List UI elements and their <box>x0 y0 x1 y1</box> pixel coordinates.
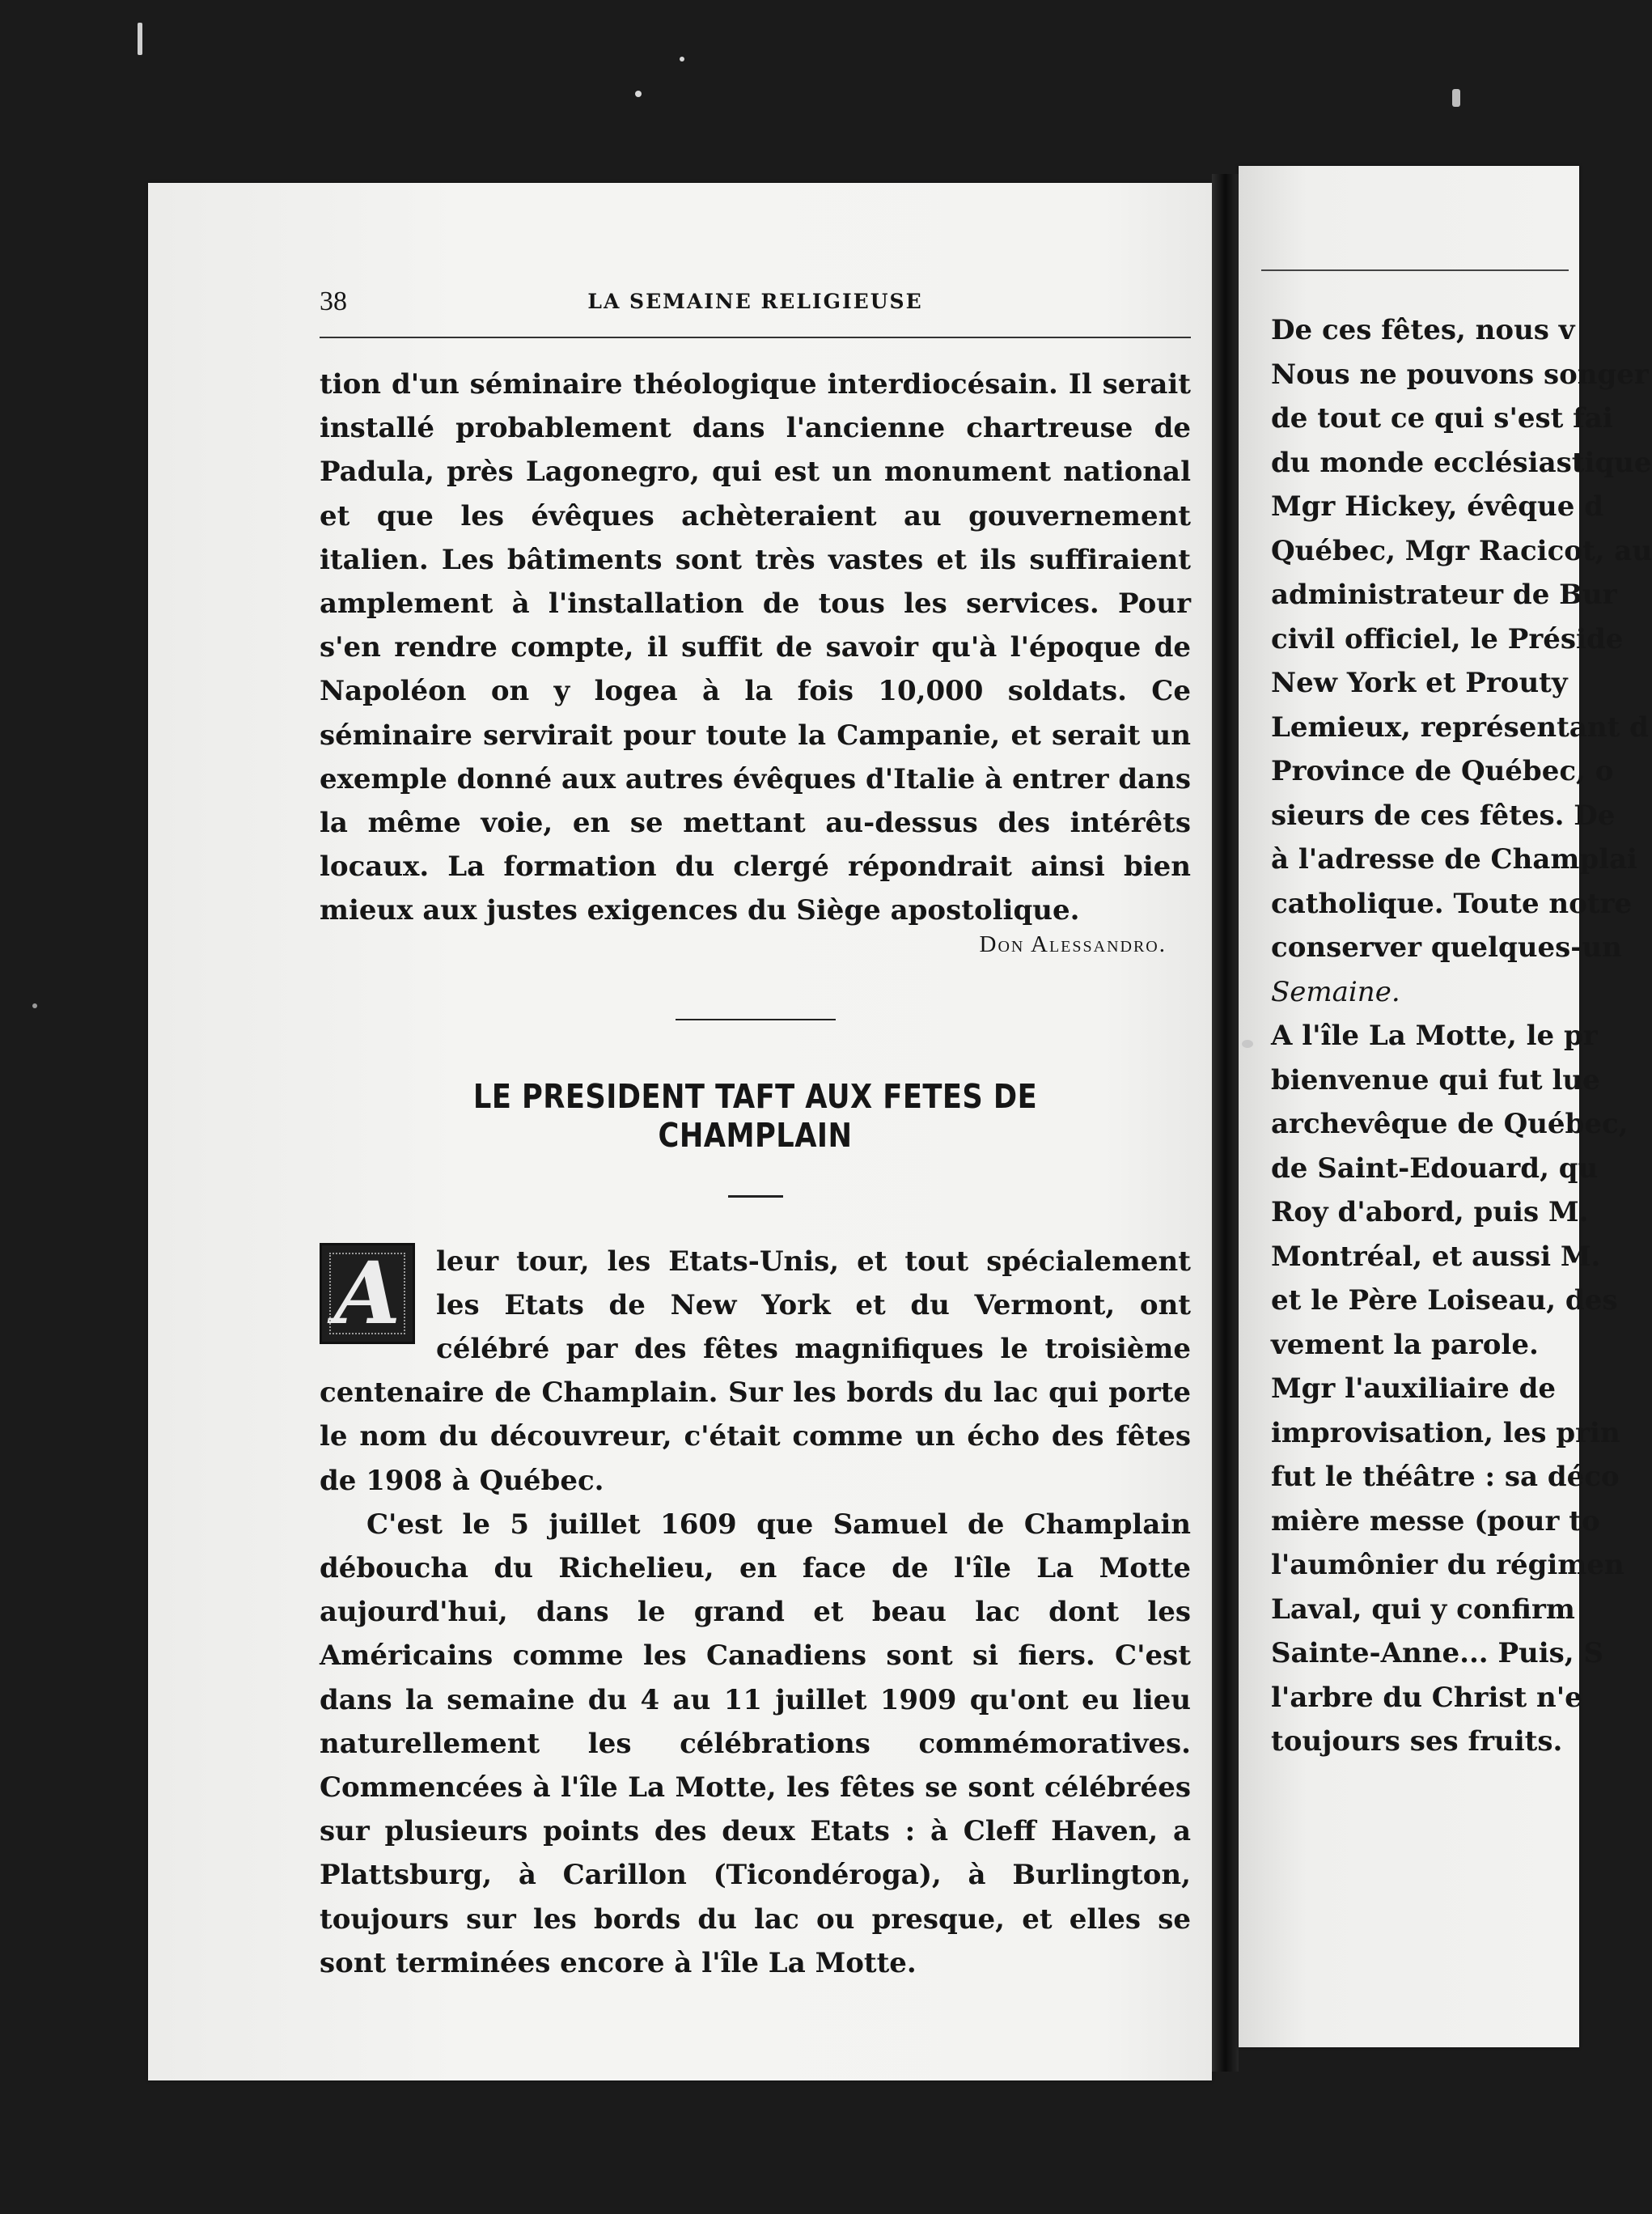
running-title: LA SEMAINE RELIGIEUSE <box>587 290 923 313</box>
left-page <box>148 183 1212 2080</box>
right-page-line: Laval, qui y confirm <box>1271 1593 1575 1626</box>
film-speck <box>1452 89 1460 107</box>
article-title: LE PRESIDENT TAFT AUX FETES DE CHAMPLAIN <box>472 1076 1038 1155</box>
right-page-line: conserver quelques-un <box>1271 931 1622 964</box>
header-rule <box>320 337 1191 338</box>
article-paragraph-1 <box>320 1240 1191 1503</box>
right-page-line: Lemieux, représentant d <box>1271 710 1649 744</box>
film-speck <box>680 57 684 62</box>
right-page-line: de Saint-Edouard, qu <box>1271 1152 1599 1185</box>
film-speck <box>1242 1040 1253 1048</box>
drop-cap-letter: A <box>333 1242 401 1344</box>
right-page-line: Nous ne pouvons songer <box>1271 358 1649 391</box>
right-page-line: l'arbre du Christ n'e <box>1271 1681 1582 1714</box>
right-page-line: vement la parole. <box>1271 1328 1539 1361</box>
page-number: 38 <box>320 286 347 316</box>
book-gutter <box>1212 174 1239 2072</box>
right-page-line: Québec, Mgr Racicot, au <box>1271 534 1652 567</box>
right-page-line: Mgr Hickey, évêque d <box>1271 490 1604 523</box>
right-page-line: mière messe (pour to <box>1271 1504 1600 1538</box>
right-page-line: Semaine. <box>1271 975 1400 1008</box>
right-page-line: De ces fêtes, nous v <box>1271 314 1575 346</box>
author-signature: Don Alessandro. <box>979 931 1167 957</box>
right-page-line: Roy d'abord, puis M. <box>1271 1196 1589 1228</box>
right-page-line: catholique. Toute notre <box>1271 887 1633 920</box>
right-page-line: A l'île La Motte, le pr <box>1271 1020 1598 1052</box>
right-page-line: sieurs de ces fêtes. De <box>1271 799 1616 832</box>
right-page-line: civil officiel, le Préside <box>1271 622 1624 655</box>
right-page-line: bienvenue qui fut lue <box>1271 1063 1600 1096</box>
right-page-line: du monde ecclésiastique <box>1271 446 1652 479</box>
continued-paragraph: tion d'un séminaire théologique interdiocésain. Il serait installé probablement dans l'ancienne chartreuse de Padula, près Lagonegro, qui est un monument national et que les évêques achèteraient au gouvernement italien. Les bâtiments sont très vastes et ils suffiraient amplement à l'installation de tous les services. Pour s'en rendre compte, il suffit de savoir qu'à l'époque de Napoléon on y logea à la fois 10,000 soldats. Ce séminaire servirait pour toute la Campanie, et serait un exemple donné aux autres évêques d'Italie à entrer dans la même voie, en se mettant au-dessus des intérêts locaux. La formation du clergé répondrait ainsi bien mieux aux justes exigences du Siège apostolique. <box>320 368 1191 927</box>
right-page-line: et le Père Loiseau, des <box>1271 1284 1618 1317</box>
right-page-line: de tout ce qui s'est fai <box>1271 402 1613 435</box>
right-page-line: fut le théâtre : sa déco <box>1271 1461 1620 1493</box>
drop-cap <box>320 1243 415 1344</box>
title-separator <box>728 1195 783 1198</box>
right-page-line: Montréal, et aussi M. <box>1271 1240 1601 1273</box>
right-page-line: toujours ses fruits. <box>1271 1725 1563 1758</box>
right-page-line: Province de Québec, o <box>1271 755 1614 787</box>
right-page-line: administrateur de Bur <box>1271 579 1617 611</box>
right-page-line: l'aumônier du régimen <box>1271 1549 1624 1581</box>
right-page-line: New York et Prouty <box>1271 667 1568 699</box>
right-page-lines <box>1271 308 1652 1764</box>
left-column <box>320 286 1191 1985</box>
film-speck <box>138 23 142 55</box>
running-head <box>320 286 1191 319</box>
right-page-line: improvisation, les prin <box>1271 1416 1620 1449</box>
paragraph-1-text: leur tour, les Etats-Unis, et tout spécialement les Etats de New York et du Vermont, ont célébré par des fêtes magnifiques le troisième centenaire de Champlain. Sur les bords du lac qui porte le nom du découvreur, c'était comme un écho des fêtes de 1908 à Québec. <box>320 1245 1191 1497</box>
right-page-line: Mgr l'auxiliaire de <box>1271 1372 1556 1405</box>
right-page-line: Sainte-Anne... Puis, S <box>1271 1637 1604 1669</box>
article-paragraph-2: C'est le 5 juillet 1609 que Samuel de Champlain déboucha du Richelieu, en face de l'île La Motte aujourd'hui, dans le grand et beau lac dont les Américains comme les Canadiens sont si fiers. C'est dans la semaine du 4 au 11 juillet 1909 qu'ont eu lieu naturellement les célébrations commémoratives. Commencées à l'île La Motte, les fêtes se sont célébrées sur plusieurs points des deux Etats : à Cleff Haven, a Plattsburg, à Carillon (Ticondéroga), à Burlington, toujours sur les bords du lac ou presque, et elles se sont terminées encore à l'île La Motte. <box>320 1508 1191 1979</box>
right-page-line: archevêque de Québec, <box>1271 1108 1629 1140</box>
right-page <box>1239 166 1652 2047</box>
film-speck <box>32 1003 37 1008</box>
film-speck <box>635 91 642 97</box>
right-header-rule <box>1261 269 1569 271</box>
section-separator <box>676 1019 836 1020</box>
right-page-line: à l'adresse de Champlai <box>1271 843 1637 876</box>
